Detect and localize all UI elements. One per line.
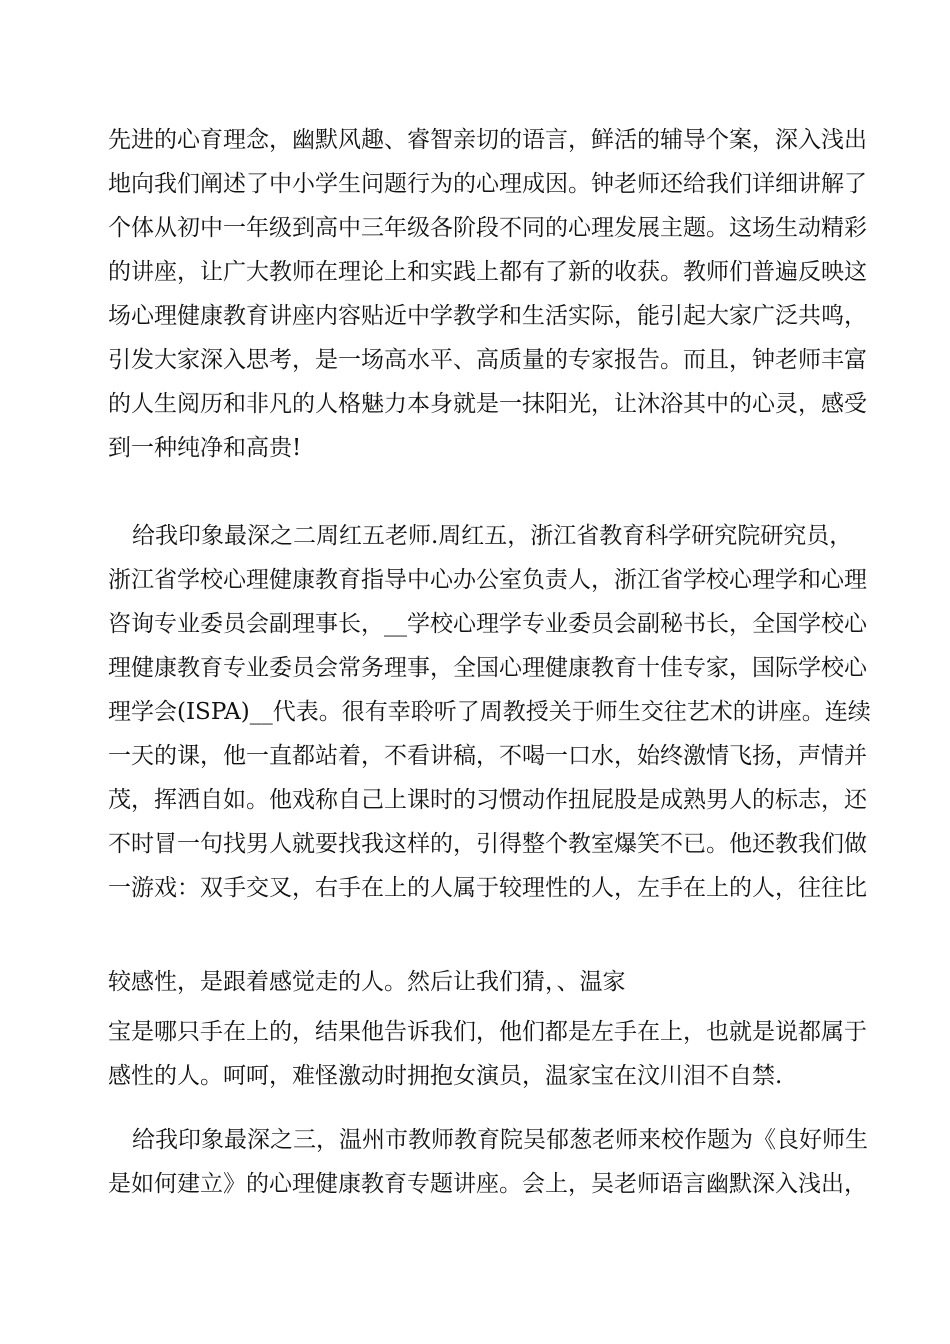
text-line: 较感性，是跟着感觉走的人。然后让我们猜，、温家 bbox=[108, 969, 626, 995]
text-line: 地向我们阐述了中小学生问题行为的心理成因。钟老师还给我们详细讲解了 bbox=[108, 171, 867, 197]
text-line: 咨询专业委员会副理事长，__学校心理学专业委员会副秘书长，全国学校心 bbox=[108, 611, 867, 637]
text-line: 的人生阅历和非凡的人格魅力本身就是一抹阳光，让沐浴其中的心灵，感受 bbox=[108, 391, 867, 417]
text-line: 到一种纯净和高贵! bbox=[108, 435, 302, 461]
text-line: 先进的心育理念，幽默风趣、睿智亲切的语言，鲜活的辅导个案，深入浅出 bbox=[108, 127, 867, 153]
text-line: 宝是哪只手在上的，结果他告诉我们，他们都是左手在上，也就是说都属于 bbox=[108, 1019, 867, 1045]
text-line: 的讲座，让广大教师在理论上和实践上都有了新的收获。教师们普遍反映这 bbox=[108, 259, 867, 285]
text-line: 个体从初中一年级到高中三年级各阶段不同的心理发展主题。这场生动精彩 bbox=[108, 215, 867, 241]
text-line: 理学会(ISPA)__代表。很有幸聆听了周教授关于师生交往艺术的讲座。连续 bbox=[108, 699, 871, 725]
text-line: 理健康教育专业委员会常务理事，全国心理健康教育十佳专家，国际学校心 bbox=[108, 655, 867, 681]
text-line: 一天的课，他一直都站着，不看讲稿，不喝一口水，始终激情飞扬，声情并 bbox=[108, 743, 867, 769]
text-line: 引发大家深入思考，是一场高水平、高质量的专家报告。而且，钟老师丰富 bbox=[108, 347, 867, 373]
text-line: 不时冒一句找男人就要找我这样的，引得整个教室爆笑不已。他还教我们做 bbox=[108, 831, 867, 857]
text-line: 场心理健康教育讲座内容贴近中学教学和生活实际，能引起大家广泛共鸣， bbox=[108, 303, 867, 329]
text-line: 浙江省学校心理健康教育指导中心办公室负责人，浙江省学校心理学和心理 bbox=[108, 567, 867, 593]
text-line: 是如何建立》的心理健康教育专题讲座。会上，吴老师语言幽默深入浅出， bbox=[108, 1171, 867, 1197]
paragraph-first-line: 给我印象最深之三，温州市教师教育院吴郁葱老师来校作题为《良好师生 bbox=[132, 1127, 868, 1153]
text-line: 茂，挥洒自如。他戏称自己上课时的习惯动作扭屁股是成熟男人的标志，还 bbox=[108, 787, 867, 813]
text-line: 一游戏：双手交叉，右手在上的人属于较理性的人，左手在上的人，往往比 bbox=[108, 875, 867, 901]
paragraph-first-line: 给我印象最深之二周红五老师.周红五，浙江省教育科学研究院研究员， bbox=[132, 523, 853, 549]
text-line: 感性的人。呵呵，难怪激动时拥抱女演员，温家宝在汶川泪不自禁. bbox=[108, 1063, 783, 1089]
